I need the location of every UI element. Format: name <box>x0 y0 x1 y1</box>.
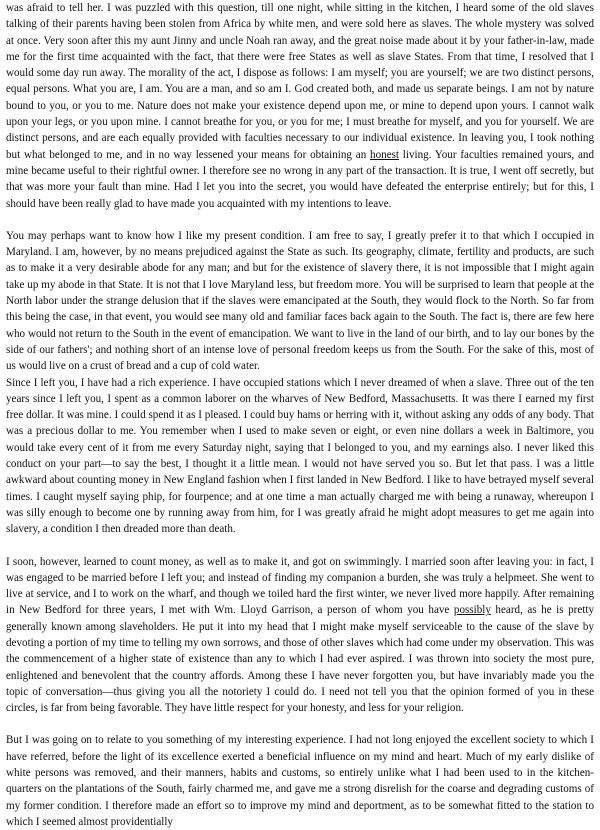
paragraph-3-text: Since I left you, I have had a rich experience. I have occupied stations which I never dreamed of when a slave. Three out of the ten years since I left you, I spent as a common laborer on the wharves of New Bedford, Massachusetts. It was there I earned my first free dollar. It was mine. I could spend it as I pleased. I could buy hams or herring with it, without asking any odds of any body. That was a precious dollar to me. You remember when I used to make seven or eight, or even nine dollars a week in Baltimore, you would take every cent of it from me every Saturday night, saying that I belonged to you, and my earnings also. I never liked this conduct on your part—to say the best, I thought it a little mean. I would not have served you so. But let that pass. I was a little awkward about counting money in New England fashion when I first landed in New Bedford. I like to have betrayed myself several times. I caught myself saying phip, for fourpence; and at one time a man actually charged me with being a runaway, whereupon I was silly enough to become one by running away from him, for I was greatly afraid he might adopt measures to get me again into slavery, a condition I then dreaded more than death. <box>6 376 594 536</box>
underlined-word-honest: honest <box>370 148 400 161</box>
paragraph-5-text: But I was going on to relate to you something of my interesting experience. I had not long enjoyed the excellent society to which I have referred, before the light of its excellence exerted a beneficial influence on my mind and heart. Much of my early dislike of white persons was removed, and their manners, habits and customs, so entirely unlike what I had been used to in the kitchen-quarters on the plantations of the South, fairly charmed me, and gave me a strong disrelish for the coarse and degrading customs of my former condition. I therefore made an effort so to improve my mind and deportment, as to be somewhat fitted to the station to which I seemed almost providentially <box>6 734 594 828</box>
paragraph-5 <box>6 732 594 830</box>
paragraph-1-text-a: was afraid to tell her. I was puzzled with this question, till one night, while sitting in the kitchen, I heard some of the old slaves talking of their parents having been stolen from Africa by white men, and were sold here as slaves. The whole mystery was solved at once. Very soon after this my aunt Jinny and uncle Noah ran away, and the great noise made about it by your father-in-law, made me for the first time acquainted with the fact, that there were free States as well as slave States. From that time, I resolved that I would some day run away. The morality of the act, I dispose as follows: I am myself; you are yourself; we are two distinct persons, equal persons. What you are, I am. You are a man, and so am I. God created both, and made us separate beings. I am not by nature bound to you, or you to me. Nature does not make your existence depend upon me, or mine to depend upon yours. I cannot walk upon your legs, or you upon mine. I cannot breathe for you, or you for me; I must breathe for myself, and you for yourself. We are distinct persons, and are each equally provided with faculties necessary to our individual existence. In leaving you, I took nothing but what belonged to me, and in no way lessened your means for obtaining an <box>6 2 594 161</box>
paragraph-2 <box>6 228 594 375</box>
paragraph-1 <box>6 0 594 212</box>
paragraph-4-text-b: heard, as he is pretty generally known among slaveholders. He put it into my head that I might make myself serviceable to the cause of the slave by devoting a portion of my time to telling my own sorrows, and those of other slaves which had come under my observation. This was the commencement of a higher state of existence than any to which I had ever aspired. I was thrown into society the most pure, enlightened and benevolent that the country affords. Among these I have never forgotten you, but have invariably made you the topic of conversation—thus giving you all the notoriety I could do. I need not tell you that the opinion formed of you in these circles, is far from being favorable. They have little respect for your honesty, and less for your religion. <box>6 604 595 715</box>
paragraph-4-text-a: I soon, however, learned to count money, as well as to make it, and got on swimmingly. I married soon after leaving you: in fact, I was engaged to be married before I left you; and instead of finding my companion a burden, she was truly a helpmeet. She went to live at service, and I to work on the wharf, and though we toiled hard the first winter, we never lived more happily. After remaining in New Bedford for three years, I met with Wm. Lloyd Garrison, a person of whom you have <box>6 555 594 617</box>
paragraph-1-text-b: living. Your faculties remained yours, and mine became useful to their rightful owner. I therefore see no wrong in any part of the transaction. It is true, I went off secretly, but that was more your fault than mine. Had I let you into the secret, you would have defeated the enterprise entirely; but for this, I should have been really glad to have made you acquainted with my intentions to leave. <box>6 148 594 210</box>
paragraph-3 <box>6 375 594 538</box>
underlined-word-possibly: possibly <box>453 604 491 617</box>
paragraph-4 <box>6 554 594 717</box>
paragraph-2-text: You may perhaps want to know how I like my present condition. I am free to say, I greatly prefer it to that which I occupied in Maryland. I am, however, by no means prejudiced against the State as such. Its geography, climate, fertility and products, are such as to make it a very desirable abode for any man; and but for the existence of slavery there, it is not impossible that I might again take up my abode in that State. It is not that I love Maryland less, but freedom more. You will be surprised to learn that people at the North labor under the strange delusion that if the slaves were emancipated at the South, they would flock to the North. So far from this being the case, in that event, you would see many old and familiar faces back again to the South. The fact is, there are few here who would not return to the South in the event of emancipation. We want to live in the land of our birth, and to lay our bones by the side of our fathers'; and nothing short of an intense love of personal freedom keeps us from the South. For the sake of this, most of us would live on a crust of bread and a cup of cold water. <box>6 229 594 373</box>
